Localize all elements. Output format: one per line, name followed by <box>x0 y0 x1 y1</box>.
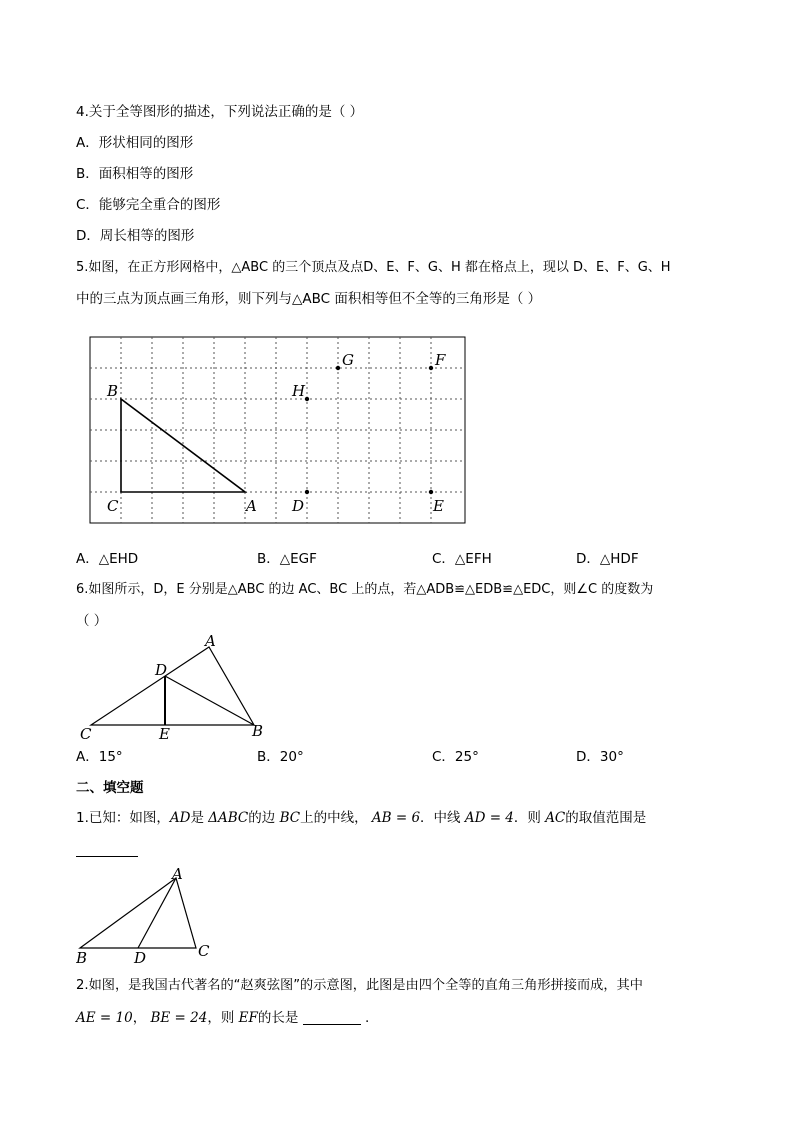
q6-label-b: B <box>252 722 264 740</box>
f1-triangle-abc <box>80 878 196 948</box>
f2-ef: EF <box>238 1010 258 1026</box>
q6-option-b: B．20° <box>257 749 304 765</box>
q6-figure <box>76 632 286 748</box>
point-f <box>429 366 433 370</box>
f1-figure <box>76 866 216 972</box>
f1-label-c: C <box>198 942 210 960</box>
q6-label-e: E <box>159 725 170 743</box>
f1-stem <box>76 808 646 828</box>
f1-label-d: D <box>134 949 147 967</box>
f2-t1: ，则 <box>207 1010 235 1026</box>
label-b: B <box>107 382 119 400</box>
label-a: A <box>246 497 257 515</box>
section-title: 二、填空题 <box>76 780 144 796</box>
f1-t5: ．则 <box>513 810 541 826</box>
q4-option-a: A．形状相同的图形 <box>76 135 194 151</box>
label-f: F <box>435 351 446 369</box>
f1-bc: BC <box>279 810 301 826</box>
f2-stem-line2 <box>76 1008 369 1028</box>
label-d: D <box>292 497 305 515</box>
label-g: G <box>342 351 354 369</box>
q5-option-a: A．△EHD <box>76 551 139 567</box>
f1-t4: ．中线 <box>420 810 461 826</box>
q4-option-d: D．周长相等的图形 <box>76 228 195 244</box>
grid-lines <box>90 337 465 523</box>
q5-option-c: C．△EFH <box>432 551 492 567</box>
point-d <box>305 490 309 494</box>
f1-t2: 的边 <box>248 810 276 826</box>
f2-be: BE = 24 <box>150 1010 208 1026</box>
f1-ab: AB = 6 <box>371 810 421 826</box>
f1-t6: 的取值范围是 <box>565 810 647 826</box>
q4-option-c: C．能够完全重合的图形 <box>76 197 221 213</box>
q5-option-b: B．△EGF <box>257 551 317 567</box>
point-e <box>429 490 433 494</box>
q6-option-c: C．25° <box>432 749 479 765</box>
q6-stem-line1: 6.如图所示，D，E 分别是△ABC 的边 AC、BC 上的点，若△ADB≌△EDB≌△EDC，则∠C 的度数为 <box>76 582 654 597</box>
f1-abc: ΔABC <box>208 810 249 826</box>
segment-db <box>165 676 254 725</box>
f1-label-a: A <box>172 866 183 883</box>
q6-option-a: A．15° <box>76 749 123 765</box>
f1-ad-value: AD = 4 <box>464 810 514 826</box>
f1-answer-blank[interactable] <box>76 852 138 857</box>
f2-end: . <box>364 1010 370 1026</box>
q6-triangle-svg <box>76 632 286 744</box>
q6-option-d: D．30° <box>576 749 624 765</box>
q6-label-d: D <box>155 661 168 679</box>
point-g <box>336 366 340 370</box>
f2-answer-blank[interactable] <box>303 1010 361 1025</box>
q6-label-c: C <box>80 725 92 743</box>
q6-stem-line2: （ ） <box>76 613 108 629</box>
f2-ae: AE = 10 <box>76 1010 133 1026</box>
q5-grid-figure <box>88 335 468 531</box>
q5-stem-line1: 5.如图，在正方形网格中，△ABC 的三个顶点及点D、E、F、G、H 都在格点上，现以 D、E、F、G、H <box>76 260 671 275</box>
q6-label-a: A <box>205 632 216 650</box>
q5-stem-line2: 中的三点为顶点画三角形，则下列与△ABC 面积相等但不全等的三角形是（ ） <box>76 291 542 307</box>
f1-t1: 是 <box>190 810 204 826</box>
f1-t3: 上的中线， <box>300 810 368 826</box>
label-h: H <box>292 382 306 400</box>
triangle-abc-q6 <box>91 647 254 725</box>
q4-option-b: B．面积相等的图形 <box>76 166 194 182</box>
q4-stem: 4.关于全等图形的描述，下列说法正确的是（ ） <box>76 104 364 120</box>
f1-ac: AC <box>545 810 566 826</box>
f2-stem-line1: 2.如图，是我国古代著名的“赵爽弦图”的示意图，此图是由四个全等的直角三角形拼接而成，其中 <box>76 978 643 993</box>
f1-prefix: 1.已知：如图， <box>76 810 170 826</box>
q5-grid-svg <box>88 335 468 527</box>
f1-triangle-svg <box>76 866 216 968</box>
q5-option-d: D．△HDF <box>576 551 639 567</box>
f1-label-b: B <box>76 949 88 967</box>
f1-median-ad <box>138 878 176 948</box>
f2-sep: ， <box>132 1010 147 1026</box>
f2-t2: 的长是 <box>257 1010 299 1026</box>
label-c: C <box>107 497 119 515</box>
point-h <box>305 397 309 401</box>
f1-ad: AD <box>169 810 191 826</box>
label-e: E <box>433 497 444 515</box>
